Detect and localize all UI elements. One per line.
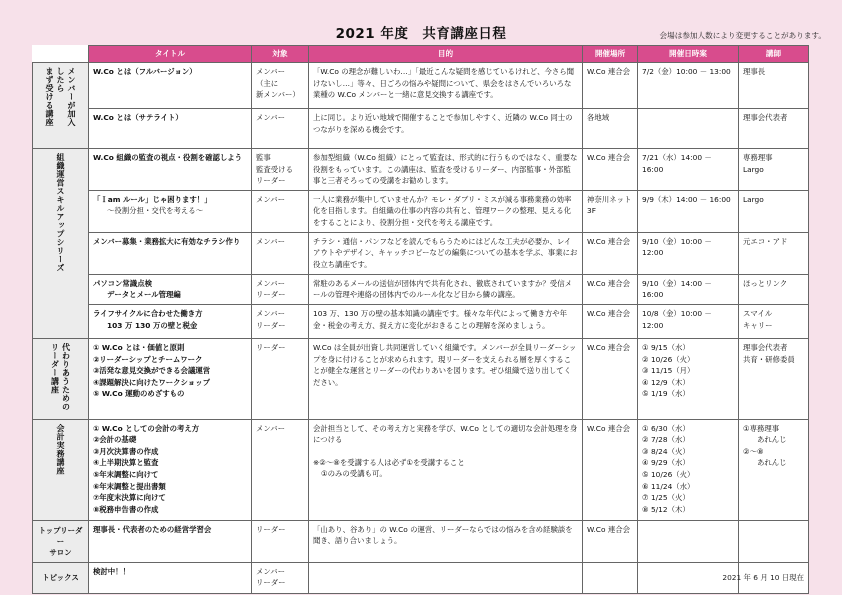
course-title: メンバー募集・業務拡大に有効なチラシ作り [89, 232, 252, 274]
course-venue: 神奈川ネット 3F [583, 190, 638, 232]
course-lecturer: Largo [739, 190, 809, 232]
course-lecturer-line: あれんじ [757, 435, 787, 445]
category-label: 代わりあうための リーダー講座 [50, 342, 71, 411]
course-item: ① W.Co とは・価値と原則 [93, 342, 185, 352]
course-target: メンバー [252, 109, 309, 149]
course-datetime: 9/10（金）10:00 － 12:00 [638, 232, 739, 274]
course-title-sub: ～役割分担・交代を考える～ [107, 206, 204, 216]
course-lecturer: 専務理事 Largo [739, 149, 809, 191]
course-venue: W.Co 連合会 [583, 338, 638, 419]
course-lecturer-line: あれんじ [757, 458, 787, 468]
course-target: メンバー （主に 新メンバー） [252, 63, 309, 109]
course-date: ③ 8/24（火） [642, 446, 690, 456]
course-venue: W.Co 連合会 [583, 419, 638, 520]
course-title-sub: 103 万 130 万の壁と税金 [107, 320, 198, 330]
course-purpose: W.Co は全員が出資し共同運営していく組織です。メンバーが全員リーダーシップを身に付けることが求められます。現リーダーを支えられる層を厚くすることが健全な運営とリーダーの代わりあいを図ります。ぜひ組織で送り出してください。 [309, 338, 583, 419]
course-lecturer: ほっとリンク [739, 274, 809, 304]
course-purpose [309, 419, 583, 520]
course-date: ⑤ 1/19（水） [642, 389, 690, 399]
course-lecturer-line: ②～⑧ [743, 446, 764, 456]
venue-note: 会場は参加人数により変更することがあります。 [659, 31, 826, 40]
course-purpose-main: 会計担当として、その考え方と実務を学び、W.Co としての適切な会計処理を身につける [313, 423, 578, 445]
course-date: ② 7/28（水） [642, 435, 690, 445]
course-target: メンバー [252, 232, 309, 274]
course-target: リーダー [252, 338, 309, 419]
page-title: 2021 年度 共育講座日程 [335, 26, 507, 42]
course-title-main: 「Ｉam ルール」じゃ困ります！」 [93, 194, 212, 204]
course-item: ① W.Co としての会計の考え方 [93, 423, 200, 433]
category-skillup [33, 149, 89, 339]
course-title: 理事長・代表者のための経営学習会 [89, 520, 252, 562]
course-purpose-note: ①のみの受講も可。 [321, 469, 387, 479]
course-lecturer [739, 419, 809, 520]
course-datetime: 7/21（水）14:00 － 16:00 [638, 149, 739, 191]
course-venue: W.Co 連合会 [583, 304, 638, 338]
course-target: メンバー リーダー [252, 304, 309, 338]
category-label: メンバーが加入 したら まず受ける講座 [45, 67, 76, 127]
course-dates [638, 338, 739, 419]
course-datetime [638, 109, 739, 149]
course-dates [638, 419, 739, 520]
course-date: ① 6/30（水） [642, 423, 690, 433]
table-row [33, 149, 809, 191]
course-date: ② 10/26（火） [642, 354, 695, 364]
course-date: ⑧ 5/12（木） [642, 504, 690, 514]
table-row [33, 338, 809, 419]
course-title-sub: データとメール管理編 [107, 290, 181, 300]
category-label: 組織運営スキルアップシリーズ [56, 153, 65, 272]
course-item: ③月次決算書の作成 [93, 446, 159, 456]
table-row [33, 419, 809, 520]
course-item: ⑤ W.Co 運動のめざすもの [93, 389, 185, 399]
table-row [33, 63, 809, 109]
course-venue: 各地域 [583, 109, 638, 149]
course-item: ⑥年末調整と提出書類 [93, 481, 166, 491]
header-row [33, 46, 809, 63]
course-item: ④上半期決算と監査 [93, 458, 159, 468]
course-purpose: 上に同じ。より近い地域で開催することで参加しやすく、近隣の W.Co 同士のつながりを深める機会です。 [309, 109, 583, 149]
course-target: メンバー リーダー [252, 274, 309, 304]
table-row [33, 304, 809, 338]
course-purpose: 「山あり、谷あり」の W.Co の運営、リーダーならではの悩みを含め経験談を聞き、語り合いましょう。 [309, 520, 583, 562]
course-title-list [89, 419, 252, 520]
course-lecturer: スマイル キャリー [739, 304, 809, 338]
course-date: ④ 9/29（水） [642, 458, 690, 468]
course-purpose: 「W.Co の理念が難しいわ…」「最近こんな疑問を感じているけれど、今さら聞けないし…」等々、日ごろの悩みや疑問について、県会をはさんでいろいろな業種の W.Co メンバーと一緒に意見交換する講座です。 [309, 63, 583, 109]
table-row [33, 274, 809, 304]
course-title: W.Co とは（フルバージョン） [89, 63, 252, 109]
course-item: ②リーダーシップとチームワーク [93, 354, 203, 364]
as-of-date: 2021 年 6 月 10 日現在 [722, 573, 804, 582]
course-venue: W.Co 連合会 [583, 232, 638, 274]
table-row [33, 190, 809, 232]
course-date: ⑤ 10/26（火） [642, 469, 695, 479]
col-venue: 開催場所 [583, 46, 638, 63]
col-title: タイトル [89, 46, 252, 63]
course-lecturer: 理事会代表者 [739, 109, 809, 149]
course-title-list [89, 338, 252, 419]
header-corner [33, 46, 89, 63]
course-title [89, 304, 252, 338]
schedule-table [32, 45, 809, 594]
course-date: ⑥ 11/24（水） [642, 481, 695, 491]
category-label: 会計実務講座 [56, 423, 65, 475]
course-purpose: チラシ・通信・パンフなどを読んでもらうためにはどんな工夫が必要か、レイアウトやデザイン、キャッチコピーなどの編集についての基本を学ぶ、事業にお役立ち講座です。 [309, 232, 583, 274]
course-item: ④課題解決に向けたワークショップ [93, 377, 210, 387]
course-target: メンバー [252, 190, 309, 232]
course-venue: W.Co 連合会 [583, 149, 638, 191]
course-date: ④ 12/9（木） [642, 377, 690, 387]
course-datetime: 9/10（金）14:00 － 16:00 [638, 274, 739, 304]
course-purpose-note: ※②～⑧を受講する人は必ず①を受講すること [313, 457, 465, 467]
course-lecturer: 理事長 [739, 63, 809, 109]
course-date: ⑦ 1/25（火） [642, 493, 690, 503]
table-row [33, 232, 809, 274]
course-title-main: パソコン常識点検 [93, 278, 152, 288]
course-target: リーダー [252, 520, 309, 562]
course-title: W.Co 組織の監査の視点・役割を確認しよう [89, 149, 252, 191]
course-datetime [638, 520, 739, 562]
col-lecturer: 講師 [739, 46, 809, 63]
category-accounting [33, 419, 89, 520]
course-purpose: 103 万、130 万の壁の基本知識の講座です。様々な年代によって働き方や年金・税金の考え方、捉え方に変化がおきることの理解を深めましょう。 [309, 304, 583, 338]
course-purpose: 参加型組織（W.Co 組織）にとって監査は、形式的に行うものではなく、重要な役割をもっています。この講座は、監査を受けるリーダー、内部監事・外部監事と三者そろっての受講をお勧めします。 [309, 149, 583, 191]
category-topics: トピックス [33, 562, 89, 593]
course-date: ③ 11/15（月） [642, 366, 695, 376]
course-title: 検討中！！ [89, 562, 252, 593]
course-datetime: 9/9（木）14:00 － 16:00 [638, 190, 739, 232]
course-venue: W.Co 連合会 [583, 274, 638, 304]
course-item: ⑦年度末決算に向けて [93, 493, 166, 503]
course-item: ⑤年末調整に向けて [93, 469, 159, 479]
course-lecturer [739, 520, 809, 562]
course-datetime: 7/2（金）10:00 － 13:00 [638, 63, 739, 109]
course-target: メンバー リーダー [252, 562, 309, 593]
table-row [33, 520, 809, 562]
course-purpose [309, 562, 583, 593]
course-venue: W.Co 連合会 [583, 63, 638, 109]
category-salon: トップリーダー サロン [33, 520, 89, 562]
course-purpose: 常駐のあるメールの送信が団体内で共有化され、徹底されていますか？受信メールの管理や連絡の団体内でのルール化など目から鱗の講座。 [309, 274, 583, 304]
course-venue: W.Co 連合会 [583, 520, 638, 562]
category-leader [33, 338, 89, 419]
course-item: ⑧税務申告書の作成 [93, 504, 159, 514]
course-item: ②会計の基礎 [93, 435, 137, 445]
course-target: メンバー [252, 419, 309, 520]
col-datetime: 開催日時案 [638, 46, 739, 63]
table-row [33, 562, 809, 593]
course-date: ① 9/15（水） [642, 342, 690, 352]
category-basic [33, 63, 89, 149]
col-target: 対象 [252, 46, 309, 63]
course-title-main: ライフサイクルに合わせた働き方 [93, 308, 203, 318]
course-purpose: 一人に業務が集中していませんか？モレ・ダブリ・ミスが減る事務業務の効率化を目指します。自組織の仕事の内容の共有と、管理ワークの整理、見える化をすることにより、役割分担・交代を考える講座です。 [309, 190, 583, 232]
table-row [33, 109, 809, 149]
course-venue [583, 562, 638, 593]
course-lecturer: 元エコ・アド [739, 232, 809, 274]
course-item: ③活発な意見交換ができる会議運営 [93, 366, 211, 376]
course-target: 監事 監査受ける リーダー [252, 149, 309, 191]
course-lecturer: 理事会代表者 共育・研修委員 [739, 338, 809, 419]
course-lecturer-line: ①専務理事 [743, 423, 780, 433]
course-title [89, 190, 252, 232]
course-datetime: 10/8（金）10:00 － 12:00 [638, 304, 739, 338]
col-purpose: 目的 [309, 46, 583, 63]
course-title [89, 274, 252, 304]
course-title: W.Co とは（サテライト） [89, 109, 252, 149]
